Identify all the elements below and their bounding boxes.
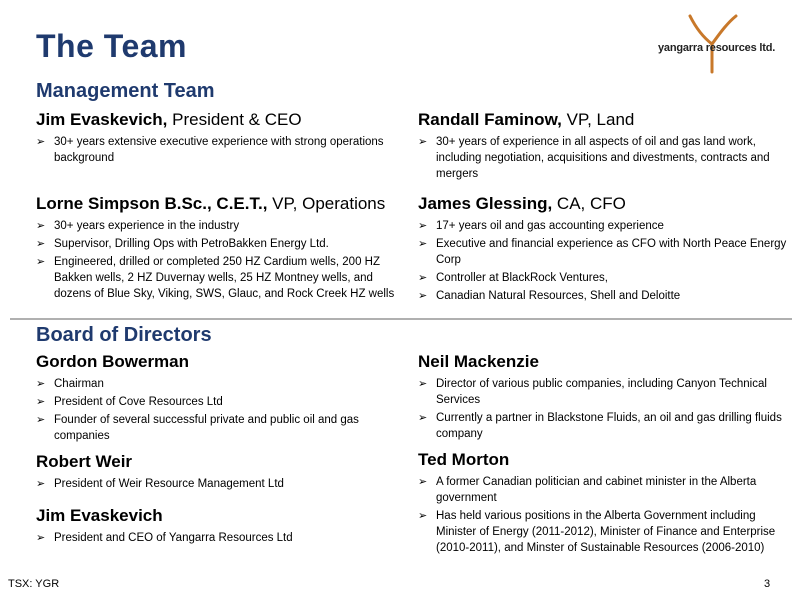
arrow-bullet-icon: ➢ — [36, 396, 46, 408]
logo-text: yangarra resources ltd. — [658, 42, 776, 54]
board-member-4 — [418, 450, 788, 558]
arrow-bullet-icon: ➢ — [36, 256, 46, 268]
bullet-item: ➢ President and CEO of Yangarra Resources Ltd — [36, 532, 293, 544]
bullet-item: ➢ Canadian Natural Resources, Shell and Deloitte — [418, 290, 681, 302]
arrow-bullet-icon: ➢ — [418, 510, 428, 522]
person-role: VP, Operations — [272, 194, 386, 213]
bullet-item: ➢ 30+ years extensive executive experience with strong operations background — [36, 136, 384, 164]
bullet-item: ➢ Chairman — [36, 378, 104, 390]
bullet-item: ➢ Founder of several successful private and public oil and gas companies — [36, 414, 359, 442]
board-member-5 — [36, 506, 406, 548]
section-divider — [10, 318, 792, 320]
arrow-bullet-icon: ➢ — [36, 478, 46, 490]
person-name: Ted Morton — [418, 450, 510, 469]
person-name: Neil Mackenzie — [418, 352, 539, 371]
arrow-bullet-icon: ➢ — [418, 290, 428, 302]
arrow-bullet-icon: ➢ — [36, 532, 46, 544]
arrow-bullet-icon: ➢ — [418, 136, 428, 148]
person-name: Robert Weir — [36, 452, 133, 471]
person-role: CA, CFO — [556, 194, 626, 213]
bullet-item: ➢ Director of various public companies, including Canyon Technical Services — [418, 378, 767, 406]
bullet-item: ➢ Supervisor, Drilling Ops with PetroBakken Energy Ltd. — [36, 238, 329, 250]
person-name: Gordon Bowerman — [36, 352, 190, 371]
slide-title: The Team — [36, 28, 187, 64]
arrow-bullet-icon: ➢ — [418, 476, 428, 488]
page-number: 3 — [764, 578, 771, 590]
person-name: Randall Faminow, — [418, 110, 562, 129]
management-team-heading: Management Team — [36, 80, 215, 102]
board-of-directors-heading: Board of Directors — [36, 324, 212, 346]
management-person-1 — [36, 110, 406, 168]
board-member-2 — [418, 352, 788, 444]
bullet-item: ➢ President of Weir Resource Management Ltd — [36, 478, 284, 490]
ticker-symbol: TSX: YGR — [8, 578, 60, 590]
bullet-item: ➢ Currently a partner in Blackstone Fluids, an oil and gas drilling fluids company — [418, 412, 782, 440]
arrow-bullet-icon: ➢ — [418, 378, 428, 390]
arrow-bullet-icon: ➢ — [36, 414, 46, 426]
bullet-item: ➢ 30+ years of experience in all aspects of oil and gas land work, including negotiation, acquisitions and divestments, contracts and mergers — [418, 136, 770, 180]
arrow-bullet-icon: ➢ — [36, 136, 46, 148]
arrow-bullet-icon: ➢ — [36, 238, 46, 250]
person-role: President & CEO — [172, 110, 302, 129]
board-member-1 — [36, 352, 406, 446]
bullet-item: ➢ 30+ years experience in the industry — [36, 220, 240, 232]
bullet-item: ➢ Executive and financial experience as CFO with North Peace Energy Corp — [418, 238, 787, 266]
person-name: Jim Evaskevich, — [36, 110, 168, 129]
management-person-3 — [36, 194, 406, 304]
bullet-item: ➢ President of Cove Resources Ltd — [36, 396, 223, 408]
arrow-bullet-icon: ➢ — [418, 412, 428, 424]
person-role: VP, Land — [566, 110, 635, 129]
arrow-bullet-icon: ➢ — [36, 378, 46, 390]
arrow-bullet-icon: ➢ — [418, 220, 428, 232]
bullet-item: ➢ Has held various positions in the Alberta Government including Minister of Energy (2011-2012), Minister of Finance and Enterprise (2010-2011), and Minster of Sustainable Resources (2006-2010) — [418, 510, 776, 554]
person-name: James Glessing, — [418, 194, 553, 213]
bullet-item: ➢ 17+ years oil and gas accounting experience — [418, 220, 664, 232]
management-person-2 — [418, 110, 788, 184]
person-name: Lorne Simpson B.Sc., C.E.T., — [36, 194, 268, 213]
bullet-item: ➢ A former Canadian politician and cabinet minister in the Alberta government — [418, 476, 757, 504]
board-member-3 — [36, 452, 406, 494]
management-person-4 — [418, 194, 788, 306]
arrow-bullet-icon: ➢ — [418, 272, 428, 284]
bullet-item: ➢ Controller at BlackRock Ventures, — [418, 272, 608, 284]
bullet-item: ➢ Engineered, drilled or completed 250 HZ Cardium wells, 200 HZ Bakken wells, 2 HZ Duvernay wells, 25 HZ Montney wells, and dozens of Blue Sky, Viking, SWS, Glauc, and Rock Creek HZ wells — [36, 256, 395, 300]
arrow-bullet-icon: ➢ — [418, 238, 428, 250]
arrow-bullet-icon: ➢ — [36, 220, 46, 232]
person-name: Jim Evaskevich — [36, 506, 163, 525]
yangarra-logo — [652, 14, 782, 74]
